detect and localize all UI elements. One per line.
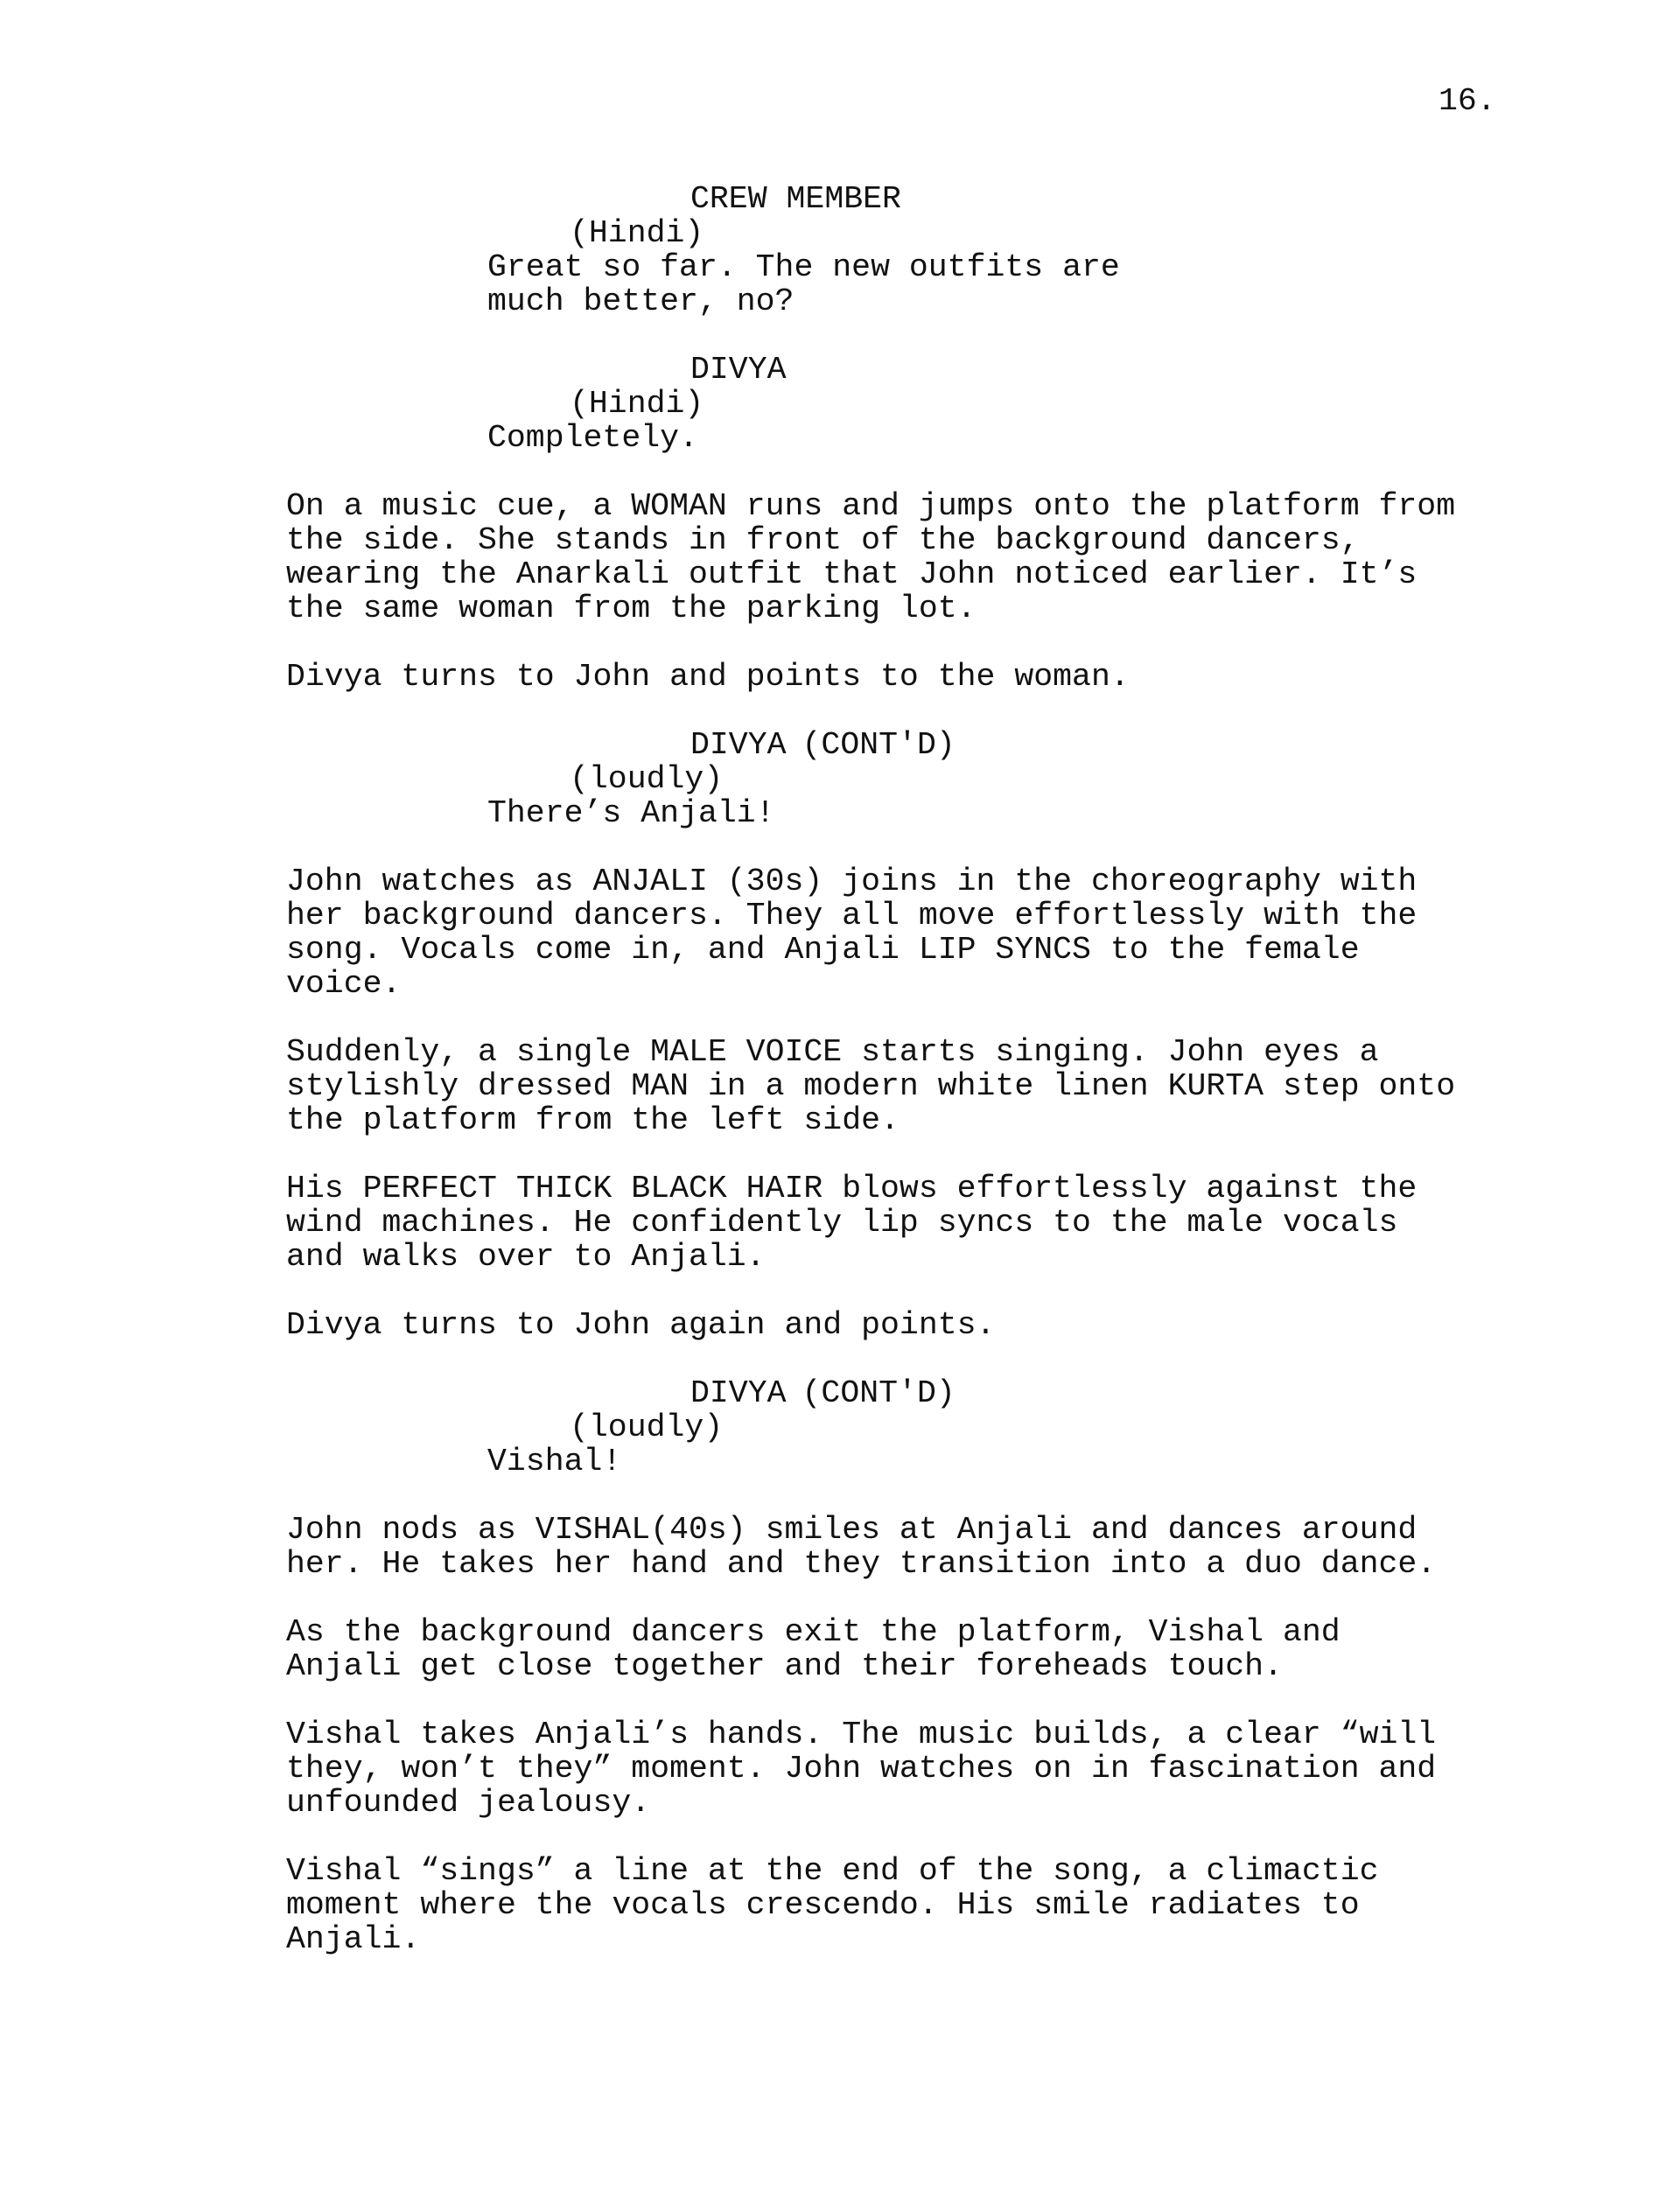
character-name: DIVYA	[690, 352, 787, 388]
action-paragraph: Vishal “sings” a line at the end of the song, a climactic moment where the vocals crescendo. His smile radiates to Anjali.	[286, 1853, 1379, 1957]
dialogue: Vishal!	[487, 1444, 622, 1479]
character-name: CREW MEMBER	[690, 181, 901, 217]
character-extension: (CONT'D)	[802, 1375, 956, 1411]
parenthetical: (loudly)	[570, 1409, 724, 1445]
dialogue: Great so far. The new outfits are much better, no?	[487, 249, 1120, 319]
character-name-text: DIVYA	[690, 1375, 787, 1411]
dialogue: Completely.	[487, 420, 698, 456]
character-name	[690, 1376, 956, 1410]
action-paragraph: His PERFECT THICK BLACK HAIR blows effortlessly against the wind machines. He confidently lip syncs to the male vocals and walks over to Anjali.	[286, 1171, 1418, 1275]
action-paragraph: John watches as ANJALI (30s) joins in the choreography with her background dancers. They all move effortlessly with the song. Vocals come in, and Anjali LIP SYNCS to the female voice.	[286, 864, 1418, 1002]
action-paragraph: Divya turns to John again and points.	[286, 1307, 996, 1343]
page-number: 16.	[1438, 83, 1496, 119]
action-paragraph: As the background dancers exit the platform, Vishal and Anjali get close together and their foreheads touch.	[286, 1614, 1340, 1684]
parenthetical: (Hindi)	[570, 386, 704, 422]
action-paragraph: Suddenly, a single MALE VOICE starts singing. John eyes a stylishly dressed MAN in a modern white linen KURTA step onto the platform from the left side.	[286, 1034, 1456, 1138]
action-paragraph: John nods as VISHAL(40s) smiles at Anjali and dances around her. He takes her hand and they transition into a duo dance.	[286, 1512, 1437, 1582]
character-name	[690, 728, 956, 762]
action-paragraph: Vishal takes Anjali’s hands. The music builds, a clear “will they, won’t they” moment. John watches on in fascination and unfounded jealousy.	[286, 1717, 1437, 1821]
character-name-text: DIVYA	[690, 727, 787, 763]
dialogue: There’s Anjali!	[487, 795, 775, 831]
action-paragraph: On a music cue, a WOMAN runs and jumps onto the platform from the side. She stands in front of the background dancers, wearing the Anarkali outfit that John noticed earlier. It’s the same woman from the parking lot.	[286, 488, 1456, 626]
character-extension: (CONT'D)	[802, 727, 956, 763]
parenthetical: (loudly)	[570, 761, 724, 797]
parenthetical: (Hindi)	[570, 215, 704, 251]
action-paragraph: Divya turns to John and points to the woman.	[286, 659, 1130, 695]
